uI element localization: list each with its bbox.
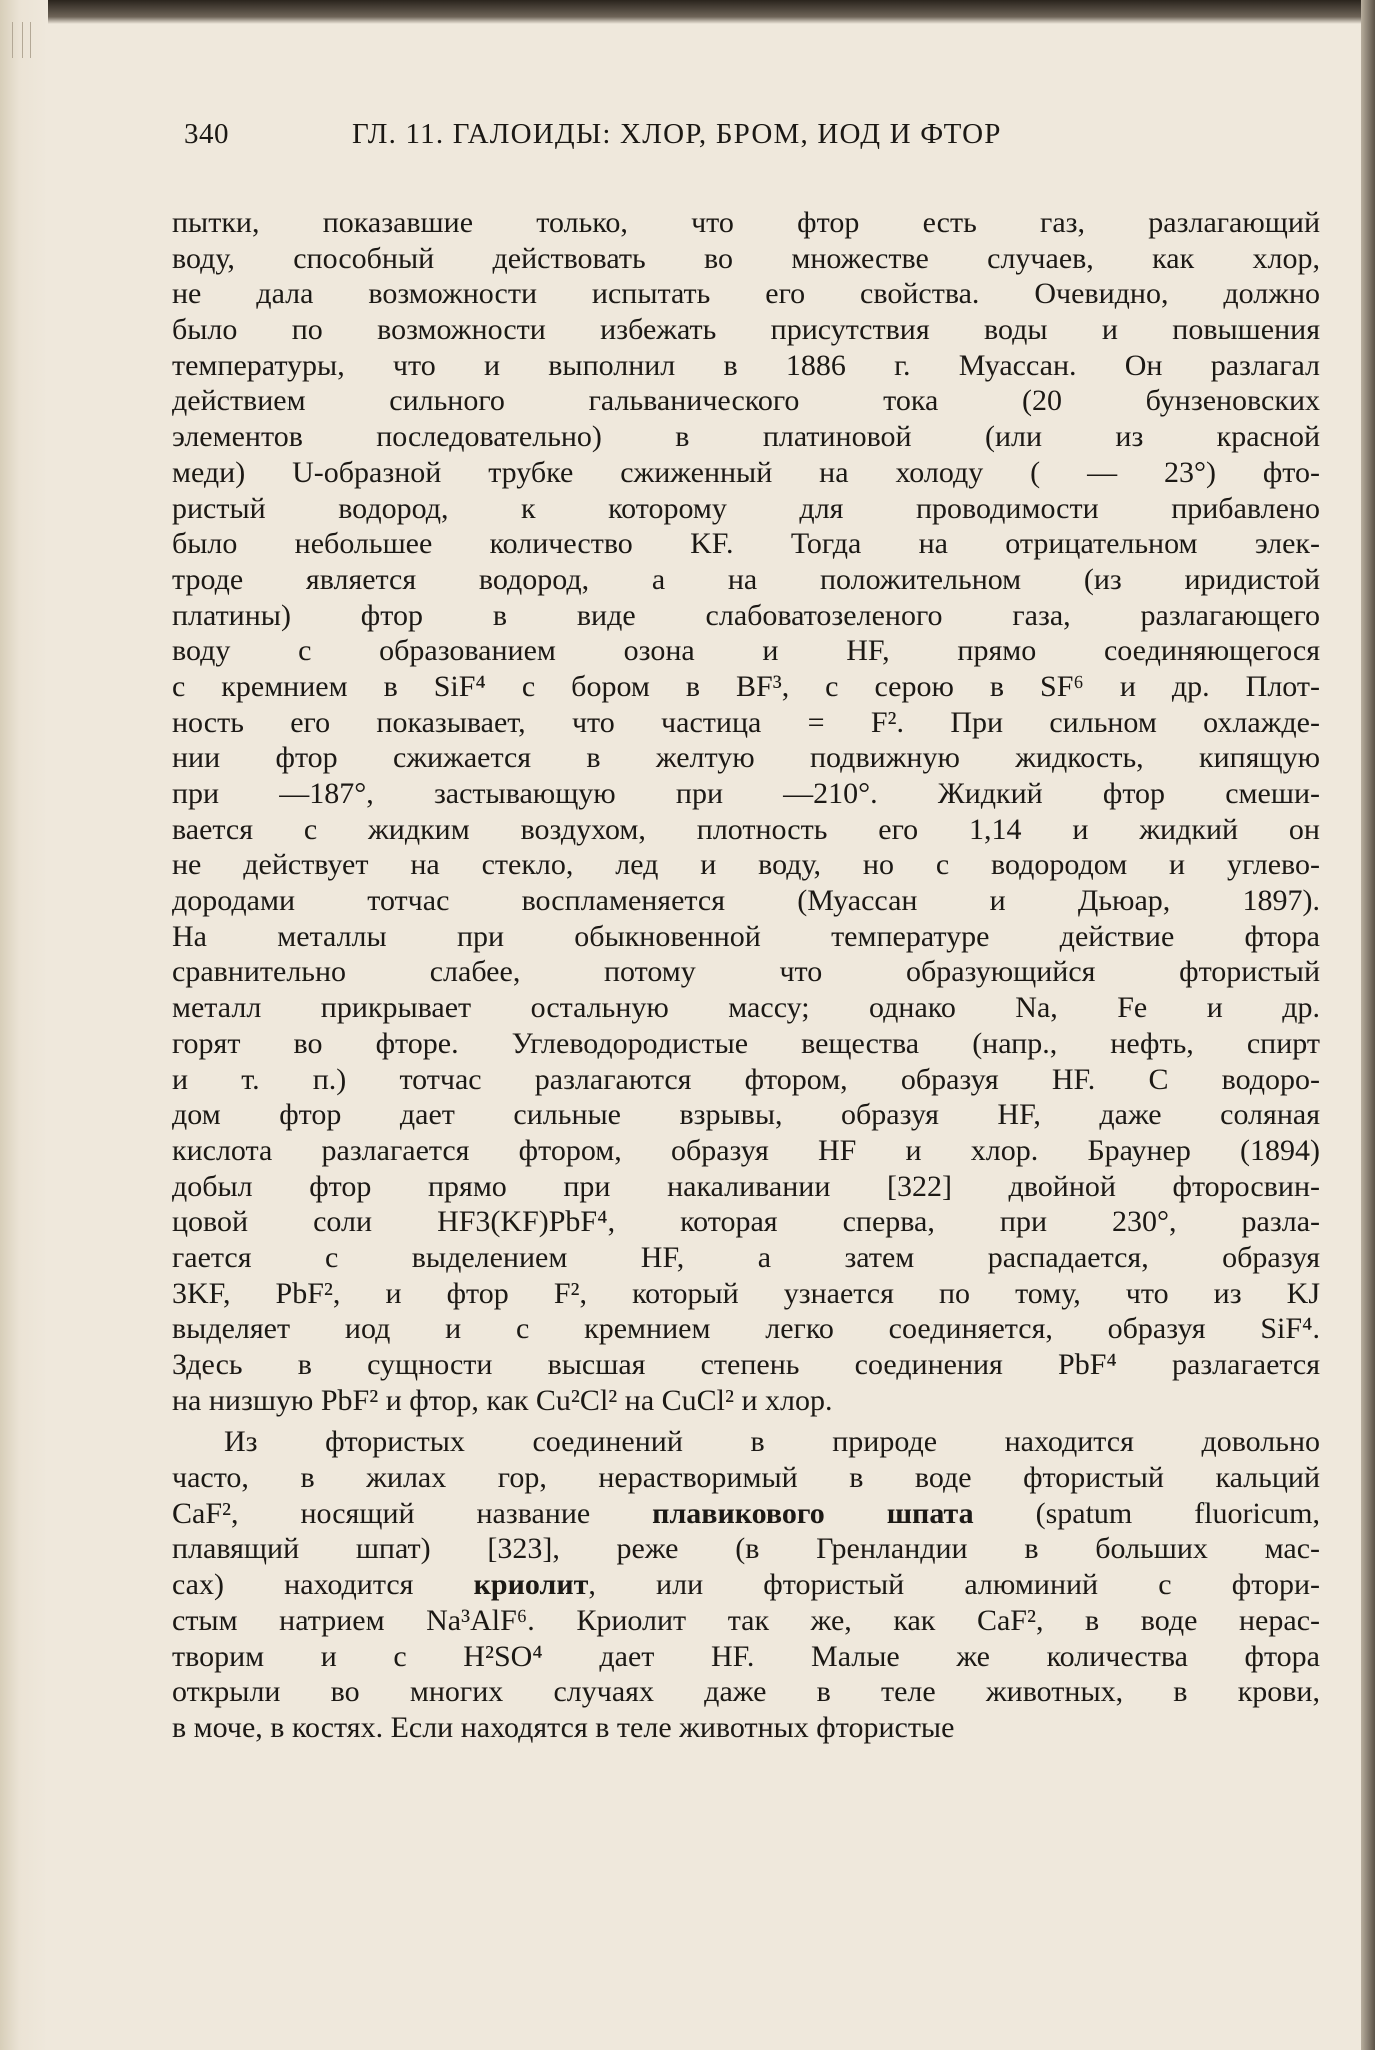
paragraph	[172, 1424, 1320, 1745]
text-line: добыл фтор прямо при накаливании [322] двойной фторосвин-	[172, 1169, 1320, 1203]
text-line: не дала возможности испытать его свойства. Очевидно, должно	[172, 277, 1320, 311]
text-line: кислота разлагается фтором, образуя HF и хлор. Браунер (1894)	[172, 1133, 1320, 1167]
text-line: не действует на стекло, лед и воду, но с водородом и углево-	[172, 848, 1320, 882]
text-line: Из фтористых соединений в природе находится довольно	[224, 1425, 1320, 1459]
term-bold: криолит	[473, 1568, 589, 1602]
text-line: нии фтор сжижается в желтую подвижную жидкость, кипящую	[172, 741, 1320, 775]
text-line: меди) U-образной трубке сжиженный на холоду ( — 23°) фто-	[172, 455, 1320, 489]
text-line: 3KF, PbF², и фтор F², который узнается по тому, что из KJ	[172, 1276, 1320, 1310]
text-line: металл прикрывает остальную массу; однако Na, Fe и др.	[172, 991, 1320, 1025]
page-right-shadow	[1361, 0, 1375, 2050]
text-line: воду с образованием озона и HF, прямо соединяющегося	[172, 634, 1320, 668]
text-line: творим и с H²SO⁴ дает HF. Малые же количества фтора	[172, 1639, 1320, 1673]
text-line: Здесь в сущности высшая степень соединения PbF⁴ разлагается	[172, 1348, 1320, 1381]
text-line: платины) фтор в виде слабоватозеленого газа, разлагающего	[172, 598, 1320, 632]
text-line: элементов последовательно) в платиновой (или из красной	[172, 420, 1320, 454]
text-line: сравнительно слабее, потому что образующийся фтористый	[172, 955, 1320, 989]
text-line: воду, способный действовать во множестве случаев, как хлор,	[172, 241, 1320, 275]
running-head: ГЛ. 11. ГАЛОИДЫ: ХЛОР, БРОМ, ИОД И ФТОР	[352, 118, 1002, 150]
body-text	[172, 205, 1320, 1746]
text-line: дом фтор дает сильные взрывы, образуя HF, даже соляная	[172, 1098, 1320, 1132]
text-line: горят во фторе. Углеводородистые вещества (напр., нефть, спирт	[172, 1026, 1320, 1060]
text-line: вается с жидким воздухом, плотность его 1,14 и жидкий он	[172, 812, 1320, 846]
text-line: цовой соли HF3(KF)PbF⁴, которая сперва, при 230°, разла-	[172, 1205, 1320, 1239]
text-line: с кремнием в SiF⁴ с бором в BF³, с серою в SF⁶ и др. Плот-	[172, 669, 1320, 703]
text-line: пытки, показавшие только, что фтор есть газ, разлагающий	[172, 206, 1320, 239]
text-span: , или фтористый алюминий с фтори-	[588, 1568, 1320, 1602]
text-line: часто, в жилах гор, нерастворимый в воде фтористый кальций	[172, 1461, 1320, 1495]
term-bold: плавикового шпата	[652, 1496, 974, 1530]
text-line: На металлы при обыкновенной температуре действие фтора	[172, 919, 1320, 953]
text-span: сах) находится	[172, 1568, 474, 1602]
page-binding-edge	[0, 0, 48, 2050]
text-line: плавящий шпат) [323], реже (в Гренландии в больших мас-	[172, 1532, 1320, 1566]
text-line: открыли во многих случаях даже в теле животных, в крови,	[172, 1675, 1320, 1709]
page-number: 340	[184, 118, 229, 150]
text-line: температуры, что и выполнил в 1886 г. Муассан. Он разлагал	[172, 348, 1320, 382]
text-line: было по возможности избежать присутствия воды и повышения	[172, 313, 1320, 347]
text-line: ность его показывает, что частица = F². При сильном охлажде-	[172, 705, 1320, 739]
text-line: троде является водород, а на положительном (из иридистой	[172, 562, 1320, 596]
text-span: CaF², носящий название	[172, 1496, 653, 1530]
text-line: выделяет иод и с кремнием легко соединяется, образуя SiF⁴.	[172, 1312, 1320, 1346]
text-line: дородами тотчас воспламеняется (Муассан и Дьюар, 1897).	[172, 884, 1320, 918]
text-line: при —187°, застывающую при —210°. Жидкий фтор смеши-	[172, 777, 1320, 810]
paragraph	[172, 205, 1320, 1418]
text-line: гается с выделением HF, а затем распадается, образуя	[172, 1240, 1320, 1274]
text-line: действием сильного гальванического тока (20 бунзеновских	[172, 384, 1320, 418]
text-line: стым натрием Na³AlF⁶. Криолит так же, как CaF², в воде нерас-	[172, 1603, 1320, 1637]
page-header	[184, 118, 1314, 164]
text-line: и т. п.) тотчас разлагаются фтором, образуя HF. С водоро-	[172, 1062, 1320, 1096]
text-line: на низшую PbF² и фтор, как Cu²Cl² на CuCl² и хлор.	[172, 1383, 833, 1417]
text-line: в моче, в костях. Если находятся в теле животных фтористые	[172, 1710, 955, 1744]
text-line: ристый водород, к которому для проводимости прибавлено	[172, 491, 1320, 525]
text-span: (spatum fluoricum,	[973, 1496, 1320, 1530]
text-line: было небольшее количество KF. Тогда на отрицательном элек-	[172, 527, 1320, 561]
text-line	[172, 1567, 1320, 1603]
page-top-shadow	[0, 0, 1375, 24]
text-line	[172, 1496, 1320, 1532]
